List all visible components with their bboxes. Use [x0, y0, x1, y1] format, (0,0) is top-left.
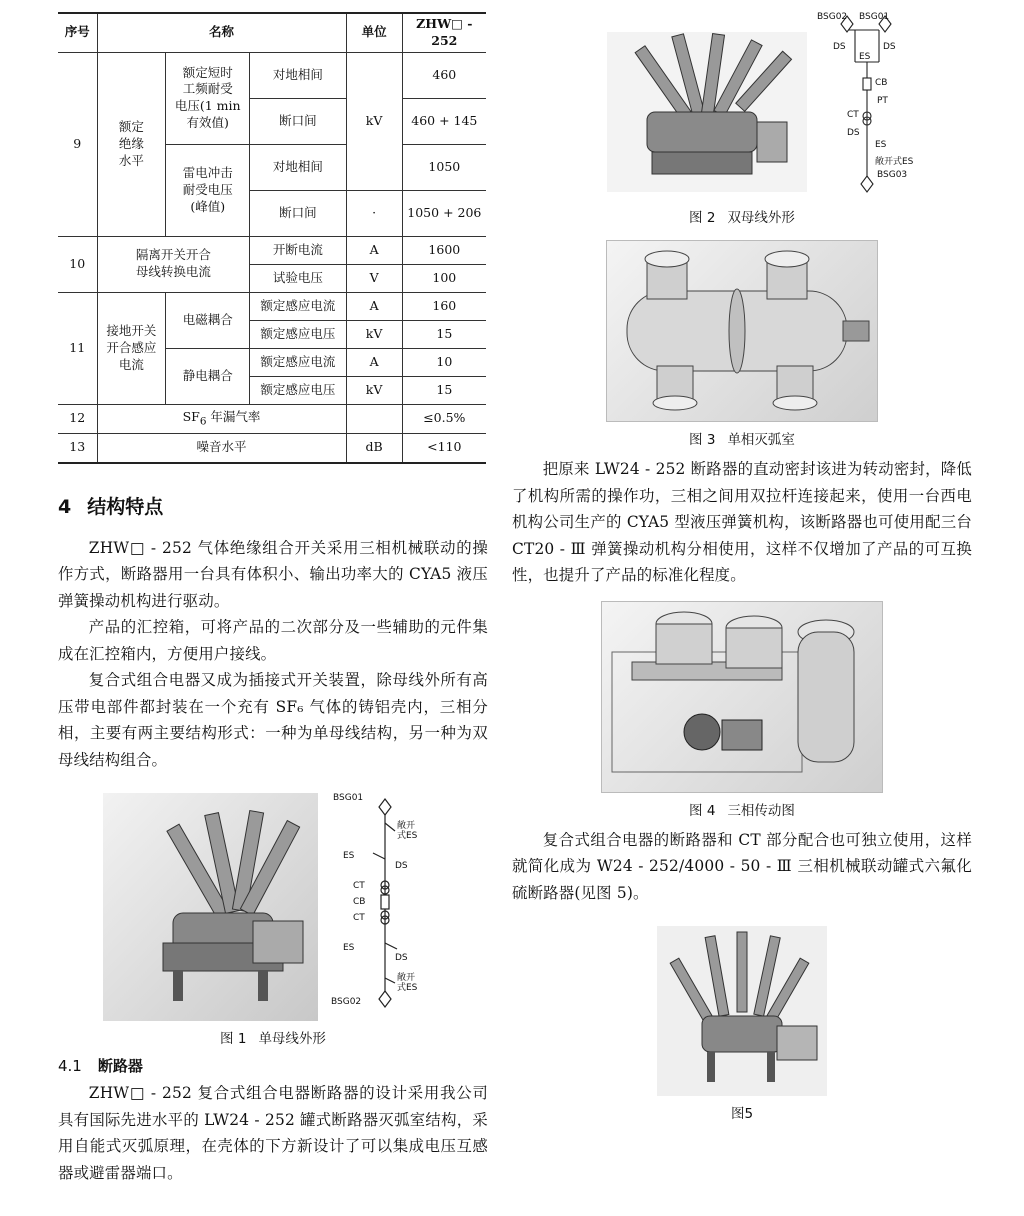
table-row: [58, 52, 486, 98]
row-value: 15: [402, 376, 486, 404]
label-bsg02: BSG02: [817, 12, 848, 22]
row-name-post: 年漏气率: [206, 408, 261, 424]
row-subgroup: 电磁耦合: [166, 292, 250, 348]
figure-2: [547, 12, 937, 200]
label-es-fast: 敞开 式ES: [397, 973, 418, 994]
single-busbar-photo: [103, 793, 443, 1021]
left-column: [58, 12, 488, 1186]
label-es: ES: [875, 140, 887, 150]
row-no: 12: [58, 404, 97, 433]
paragraph: 产品的汇控箱，可将产品的二次部分及一些辅助的元件集成在汇控箱内，方便用户接线。: [58, 618, 488, 663]
row-no: 10: [58, 236, 97, 292]
label-es: ES: [343, 943, 355, 954]
label-es-fast: 敞开 式ES: [397, 821, 418, 842]
row-name: 噪音水平: [97, 433, 346, 463]
figure-5-caption: [512, 1102, 972, 1122]
figure-title: 三相传动图: [727, 802, 795, 819]
table-row: [58, 433, 486, 463]
label-ds: DS: [395, 861, 408, 872]
row-value: <110: [402, 433, 486, 463]
paragraph: 复合式组合电器的断路器和 CT 部分配合也可独立使用，这样就简化成为 W24 - 252/4000 - 50 - Ⅲ 三相机械联动罐式六氟化硫断路器(见图 5)。: [512, 830, 972, 902]
figure-4-caption: [512, 799, 972, 819]
subsection-title: 断路器: [97, 1057, 143, 1076]
label-ct: CT: [847, 110, 859, 120]
section-number: 4: [58, 495, 72, 518]
row-unit: A: [346, 292, 402, 320]
figure-number: 图5: [730, 1106, 754, 1122]
row-unit: A: [346, 236, 402, 264]
row-group: 接地开关 开合感应 电流: [97, 292, 166, 404]
row-unit: dB: [346, 433, 402, 463]
row-cond: 对地相间: [250, 52, 346, 98]
subsection-number: 4.1: [58, 1057, 82, 1076]
single-phase-chamber-photo: [607, 241, 877, 421]
table-row: [58, 236, 486, 264]
row-value: 1600: [402, 236, 486, 264]
row-value: 100: [402, 264, 486, 292]
row-group: 隔离开关开合 母线转换电流: [97, 236, 250, 292]
section-heading: [58, 492, 488, 519]
label-pt: PT: [877, 96, 888, 106]
row-cond: 开断电流: [250, 236, 346, 264]
row-cond: 额定感应电流: [250, 292, 346, 320]
row-cond: 断口间: [250, 190, 346, 236]
table-row: [58, 292, 486, 320]
paragraph: ZHW□ - 252 气体绝缘组合开关采用三相机械联动的操作方式，断路器用一台具有体积小、输出功率大的 CYA5 液压弹簧操动机构进行驱动。: [58, 538, 488, 610]
label-bsg03: BSG03: [877, 170, 908, 180]
row-unit: A: [346, 348, 402, 376]
row-cond: 试验电压: [250, 264, 346, 292]
row-cond: 额定感应电压: [250, 376, 346, 404]
label-bsg01: BSG01: [859, 12, 890, 22]
table-header-row: [58, 13, 486, 52]
row-value: 1050: [402, 144, 486, 190]
row-value: ≤0.5%: [402, 404, 486, 433]
paragraph: 复合式组合电器又成为插接式开关装置，除母线外所有高压带电部件都封装在一个充有 SF₆ 气体的铸铝壳内，三相分相，主要有两主要结构形式：一种为单母线结构，另一种为双母线结构组合。: [58, 671, 488, 769]
right-column: [512, 12, 972, 1130]
header-name: 名称: [97, 13, 346, 52]
figure-title: 单相灭弧室: [727, 432, 795, 448]
row-unit-dot: ·: [346, 190, 402, 236]
figure-number: 图 1: [220, 1031, 247, 1048]
row-unit: kV: [346, 320, 402, 348]
figure-1-caption: [58, 1027, 488, 1047]
spec-table: [58, 12, 486, 464]
three-phase-transmission-photo: [602, 602, 882, 792]
row-subgroup: 静电耦合: [166, 348, 250, 404]
row-value: 160: [402, 292, 486, 320]
row-subgroup: 雷电冲击 耐受电压 (峰值): [166, 144, 250, 236]
row-value: 460 + 145: [402, 98, 486, 144]
row-cond: 断口间: [250, 98, 346, 144]
label-es: ES: [343, 851, 355, 862]
row-unit: kV: [346, 52, 402, 190]
row-name: [97, 404, 346, 433]
label-ds: DS: [833, 42, 846, 52]
figure-title: 单母线外形: [258, 1031, 326, 1048]
header-model: ZHW□ - 252: [402, 13, 486, 52]
row-unit: V: [346, 264, 402, 292]
figure-3-caption: [512, 428, 972, 448]
figure-5: [657, 926, 827, 1096]
figure-number: 图 4: [689, 802, 716, 819]
row-no: 11: [58, 292, 97, 404]
figure-title: 双母线外形: [727, 210, 795, 226]
row-unit: kV: [346, 376, 402, 404]
label-es-fast: 敞开式ES: [875, 157, 914, 167]
row-value: 15: [402, 320, 486, 348]
row-name-pre: SF: [182, 408, 200, 424]
figure-number: 图 2: [689, 210, 716, 226]
label-cb: CB: [875, 78, 888, 88]
paragraph: ZHW□ - 252 复合式组合电器断路器的设计采用我公司具有国际先进水平的 LW24 - 252 罐式断路器灭弧室结构，采用自能式灭弧原理，在壳体的下方新设计了可以集成电压互感器或避雷器端口。: [58, 1084, 488, 1182]
row-cond: 额定感应电压: [250, 320, 346, 348]
label-es: ES: [859, 52, 871, 62]
figure-2-caption: [512, 206, 972, 226]
label-ct: CT: [353, 881, 365, 892]
row-no: 13: [58, 433, 97, 463]
row-subgroup: 额定短时 工频耐受 电压(1 min 有效值): [166, 52, 250, 144]
figure-3: [606, 240, 878, 422]
header-unit: 单位: [346, 13, 402, 52]
table-row: [58, 404, 486, 433]
figure-number: 图 3: [689, 432, 716, 448]
label-cb: CB: [353, 897, 366, 908]
label-ds: DS: [395, 953, 408, 964]
label-ct: CT: [353, 913, 365, 924]
section-title: 结构特点: [87, 495, 164, 518]
tank-breaker-photo: [657, 926, 827, 1096]
row-no: 9: [58, 52, 97, 236]
figure-1: [103, 793, 443, 1021]
row-value: 460: [402, 52, 486, 98]
label-ds: DS: [883, 42, 896, 52]
subsection-heading: [58, 1055, 488, 1076]
paragraph: 把原来 LW24 - 252 断路器的直动密封该进为转动密封，降低了机构所需的操作功，三相之间用双拉杆连接起来，使用一台西电机构公司生产的 CYA5 型液压弹簧机构，该断路器也可使用配三台 CT20 - Ⅲ 弹簧操动机构分相使用，这样不仅增加了产品的可互换性，也提升了产品的标准化程度。: [512, 460, 972, 584]
row-cond: 对地相间: [250, 144, 346, 190]
figure-4: [601, 601, 883, 793]
row-group: 额定 绝缘 水平: [97, 52, 166, 236]
row-cond: 额定感应电流: [250, 348, 346, 376]
row-name-sub: 6: [199, 415, 207, 428]
header-no: 序号: [58, 13, 97, 52]
label-ds: DS: [847, 128, 860, 138]
row-value: 10: [402, 348, 486, 376]
label-bsg01: BSG01: [333, 793, 364, 804]
label-bsg02: BSG02: [331, 997, 362, 1008]
row-value: 1050 + 206: [402, 190, 486, 236]
row-unit: [346, 404, 402, 433]
